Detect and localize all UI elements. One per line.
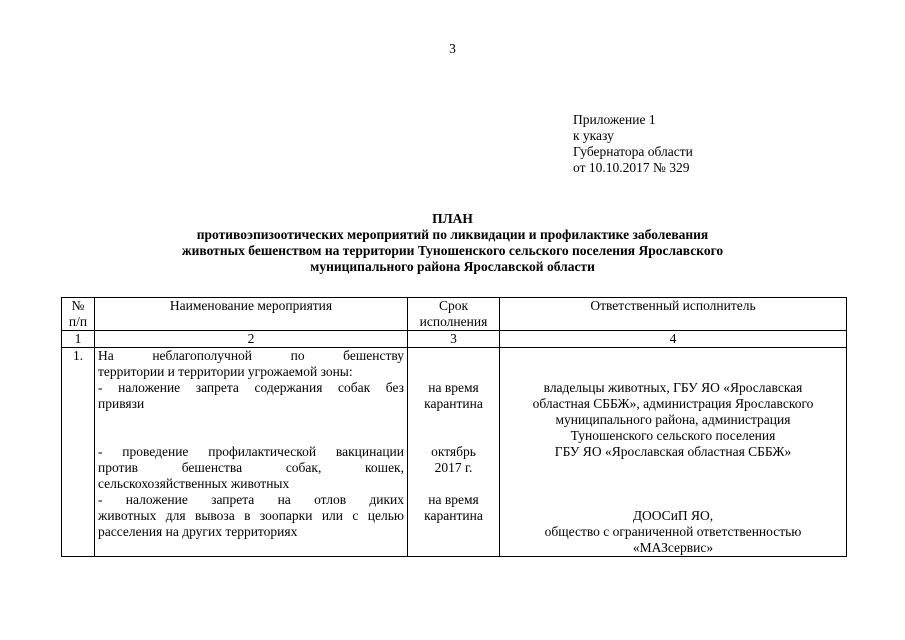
term-cell: [408, 348, 500, 557]
term-line: на время: [428, 492, 479, 507]
header-num: № п/п: [62, 298, 95, 331]
table-row: [62, 348, 847, 557]
activity-line: привязи: [98, 396, 145, 411]
plan-subtitle-line: противоэпизоотических мероприятий по ликвидации и профилактике заболевания: [196, 227, 709, 242]
executor-line: ДООСиП ЯО,: [632, 508, 714, 523]
executor-line: ГБУ ЯО «Ярославская областная СББЖ»: [554, 444, 792, 459]
activity-cell: [95, 348, 408, 557]
activity-line: - наложение запрета содержания собак без: [98, 380, 404, 395]
executor-line: Туношенского сельского поселения: [570, 428, 776, 443]
term-line: карантина: [424, 508, 483, 523]
column-number: 2: [95, 331, 408, 348]
executor-line: областная СББЖ», администрация Ярославского: [532, 396, 814, 411]
term-line: октябрь: [431, 444, 476, 459]
column-number: 4: [500, 331, 847, 348]
appendix-block: [573, 112, 693, 176]
activity-line: расселения на других территориях: [98, 524, 298, 539]
column-number: 1: [62, 331, 95, 348]
activity-line: животных для вывоза в зоопарки или с целью: [98, 508, 404, 523]
executor-line: владельцы животных, ГБУ ЯО «Ярославская: [543, 380, 803, 395]
table-header-row: [62, 298, 847, 331]
header-name: Наименование мероприятия: [95, 298, 408, 331]
header-term: Срок исполнения: [408, 298, 500, 331]
term-line: на время: [428, 380, 479, 395]
plan-table: [61, 297, 847, 557]
activity-line: сельскохозяйственных животных: [98, 476, 290, 491]
row-number: 1.: [62, 348, 95, 557]
plan-subtitle-line: муниципального района Ярославской области: [310, 259, 595, 274]
page-number: 3: [449, 41, 456, 56]
activity-line: - проведение профилактической вакцинации: [98, 444, 404, 459]
appendix-line: Губернатора области: [573, 144, 693, 159]
activity-intro-line: территории и территории угрожаемой зоны:: [98, 364, 353, 379]
plan-subtitle-line: животных бешенством на территории Туношенского сельского поселения Ярославского: [181, 243, 724, 258]
activity-intro-line: На неблагополучной по бешенству: [98, 348, 404, 363]
term-line: 2017 г.: [434, 460, 473, 475]
activity-line: против бешенства собак, кошек,: [98, 460, 404, 475]
plan-heading: ПЛАН: [432, 211, 473, 226]
term-line: карантина: [424, 396, 483, 411]
plan-title: [0, 211, 905, 275]
header-executor: Ответственный исполнитель: [500, 298, 847, 331]
executor-line: муниципального района, администрация: [555, 412, 791, 427]
executor-line: «МАЗсервис»: [632, 540, 714, 555]
appendix-line: к указу: [573, 128, 614, 143]
appendix-line: Приложение 1: [573, 112, 656, 127]
column-numbers-row: [62, 331, 847, 348]
column-number: 3: [408, 331, 500, 348]
executor-cell: [500, 348, 847, 557]
appendix-line: от 10.10.2017 № 329: [573, 160, 690, 175]
executor-line: общество с ограниченной ответственностью: [544, 524, 802, 539]
activity-line: - наложение запрета на отлов диких: [98, 492, 404, 507]
